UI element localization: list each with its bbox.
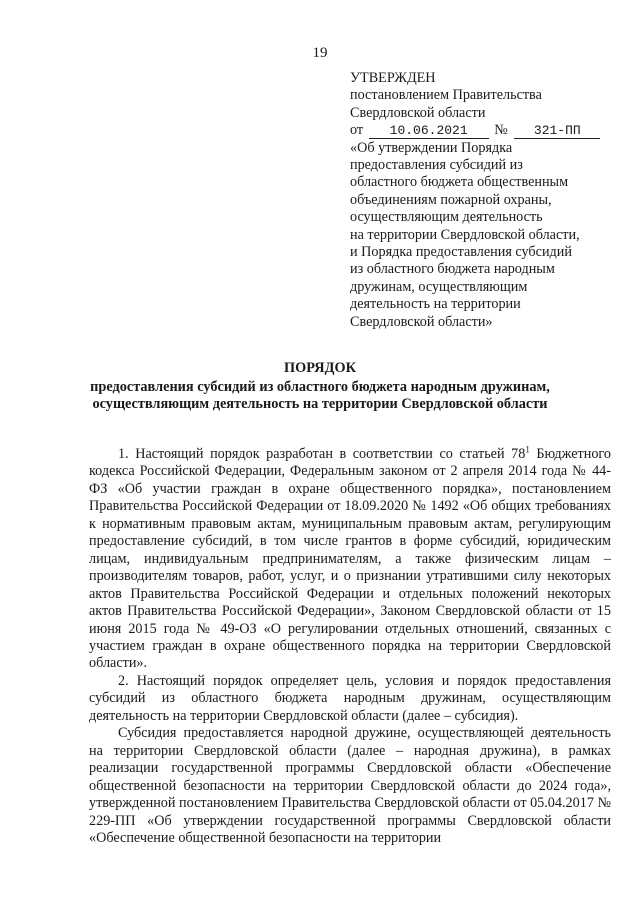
approval-line-1: постановлением Правительства: [350, 87, 542, 104]
approval-date: 10.06.2021: [369, 124, 489, 139]
approval-about-line: деятельность на территории: [350, 296, 521, 313]
paragraph-3: Субсидия предоставляется народной дружине, осуществляющей деятельность на территории Свердловской области (далее – народная дружина), в рамках реализации государственной программы Свердловской области «Обеспечение общественной безопасности на территории Свердловской области до 2024 года», утвержденной постановлением Правительства Свердловской области от 05.04.2017 № 229-ПП «Об утверждении государственной программы Свердловской области «Обеспечение общественной безопасности на территории: [89, 725, 611, 846]
approval-about-line: осуществляющим деятельность: [350, 209, 543, 226]
approval-about-line: областного бюджета общественным: [350, 174, 569, 191]
document-title: [0, 360, 640, 414]
title-line-1: предоставления субсидий из областного бюджета народным дружинам,: [90, 378, 550, 395]
approval-line-2: Свердловской области: [350, 104, 486, 121]
approval-about-line: «Об утверждении Порядка: [350, 139, 513, 156]
number-prefix: №: [494, 122, 508, 139]
approval-number: 321-ПП: [514, 124, 600, 139]
document-body: [89, 446, 611, 847]
title-main: ПОРЯДОК: [284, 360, 356, 376]
paragraph-1: [89, 446, 611, 673]
approval-about-line: и Порядка предоставления субсидий: [350, 244, 572, 261]
paragraph-1-start: 1. Настоящий порядок разработан в соответствии со статьей 78: [118, 446, 526, 462]
approval-about-line: из областного бюджета народным: [350, 261, 555, 278]
article-superscript: 1: [525, 444, 530, 455]
title-line-2: осуществляющим деятельность на территории Свердловской области: [92, 396, 548, 412]
approval-about-line: дружинам, осуществляющим: [350, 278, 528, 295]
approval-about-line: предоставления субсидий из: [350, 157, 523, 174]
approval-about-line: на территории Свердловской области,: [350, 226, 580, 243]
approval-heading: УТВЕРЖДЕН: [350, 70, 436, 86]
page-number: 19: [312, 45, 328, 61]
approval-about-line: объединениям пожарной охраны,: [350, 191, 552, 208]
paragraph-1-rest: Бюджетного кодекса Российской Федерации, Федеральным законом от 2 апреля 2014 года № 44-ФЗ «Об участии граждан в охране общественного порядка», постановлением Правительства Российской Федерации от 18.09.2020 № 1492 «Об общих требованиях к нормативным правовым актам, муниципальным правовым актам, регулирующим предоставление субсидий, в том числе грантов в форме субсидий, юридическим лицам, индивидуальным предпринимателям, а также физическим лицам – производителям товаров, работ, услуг, и о признании утратившими силу некоторых актов Правительства Российской Федерации и отдельных положений некоторых актов Правительства Российской Федерации», Законом Свердловской области от 15 июня 2015 года № 49-ОЗ «О регулировании отдельных отношений, связанных с участием граждан в охране общественного порядка на территории Свердловской области».: [89, 446, 611, 672]
approval-date-line: [350, 122, 615, 139]
date-prefix: от: [350, 122, 364, 139]
approval-stamp: [350, 70, 615, 331]
approval-about-line: Свердловской области»: [350, 313, 493, 330]
paragraph-2: 2. Настоящий порядок определяет цель, условия и порядок предоставления субсидий из областного бюджета народным дружинам, осуществляющим деятельность на территории Свердловской области (далее – субсидия).: [89, 672, 611, 724]
